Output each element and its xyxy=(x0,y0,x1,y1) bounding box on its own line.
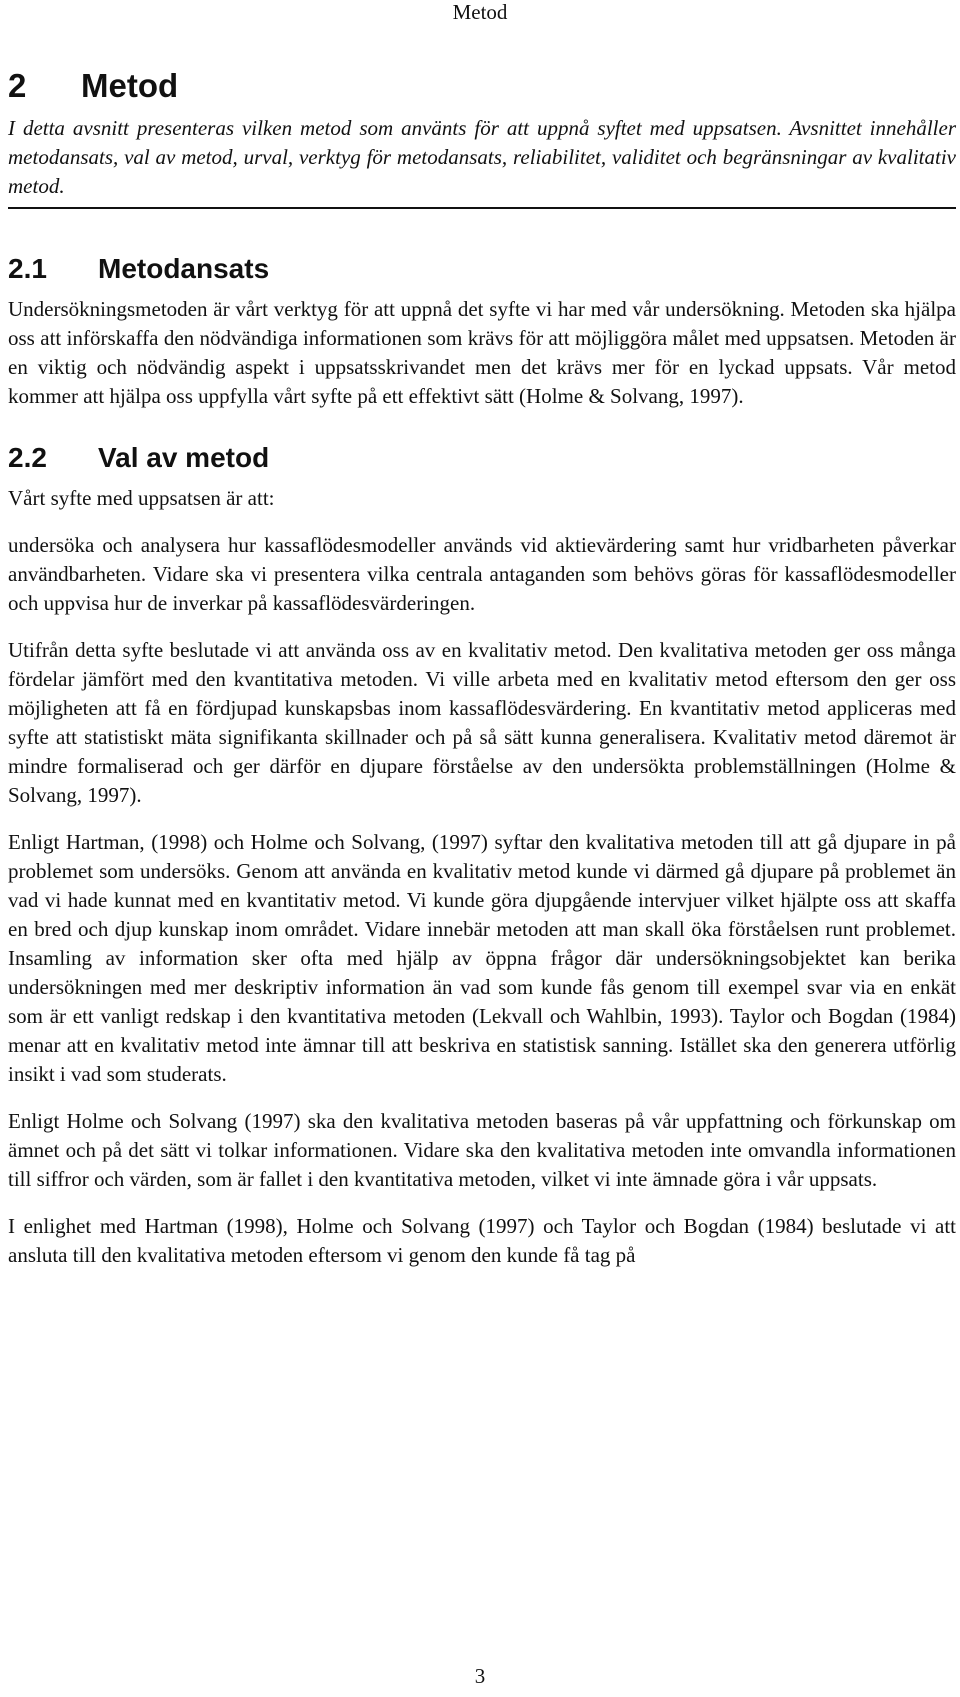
chapter-abstract: I detta avsnitt presenteras vilken metod som använts för att uppnå syftet med uppsatsen. Avsnittet innehåller metodansats, val av metod, urval, verktyg för metodansats, reliabilitet, validitet och begränsningar av kvalitativ metod. xyxy=(8,114,956,209)
purpose-statement: undersöka och analysera hur kassaflödesmodeller används vid aktievärdering samt hur vridbarheten påverkar användbarheten. Vidare ska vi presentera vilka centrala antaganden som behövs göras för kassaflödesmodeller och uppvisa hur de inverkar på kassaflödesvärderingen. xyxy=(8,533,956,615)
chapter-number: 2 xyxy=(8,67,27,104)
paragraph: I enlighet med Hartman (1998), Holme och Solvang (1997) och Taylor och Bogdan (1984) beslutade vi att ansluta till den kvalitativa metoden eftersom vi genom den kunde få tag på xyxy=(8,1214,956,1267)
page-number: 3 xyxy=(474,1664,486,1688)
section-number: 2.1 xyxy=(8,253,47,284)
paragraph: Utifrån detta syfte beslutade vi att använda oss av en kvalitativ metod. Den kvalitativa metoden ger oss många fördelar jämfört med den kvantitativa metoden. Vi ville arbeta med en kvalitativ metod eftersom den ger oss möjligheten att få en fördjupad kunskapsbas inom kassaflödesvärdering. En kvantitativ metod appliceras med syfte att statistiskt mäta signifikanta skillnader och på så sätt kunna generalisera. Kvalitativ metod däremot är mindre formaliserad och ger därför en djupare förståelse av den undersökta problemställningen (Holme & Solvang, 1997). xyxy=(8,638,956,807)
running-header: Metod xyxy=(452,0,508,24)
section-heading-2-2 xyxy=(8,440,956,476)
paragraph: Undersökningsmetoden är vårt verktyg för att uppnå det syfte vi har med vår undersökning. Metoden ska hjälpa oss att införskaffa den nödvändiga informationen som krävs för att möjliggöra målet med uppsatsen. Metoden är en viktig och nödvändig aspekt i uppsatsskrivandet men det krävs mer för en lyckad uppsats. Vår metod kommer att hjälpa oss uppfylla vårt syfte på ett effektivt sätt (Holme & Solvang, 1997). xyxy=(8,297,956,408)
paragraph: Vårt syfte med uppsatsen är att: xyxy=(8,486,275,510)
chapter-heading xyxy=(8,66,956,106)
paragraph: Enligt Hartman, (1998) och Holme och Solvang, (1997) syftar den kvalitativa metoden till att gå djupare in på problemet som undersöks. Genom att använda en kvalitativ metod kunde vi därmed gå djupare på problemet än vad vi hade kunnat med en kvantitativ metod. Vi kunde göra djupgående intervjuer vilket hjälpte oss att skaffa en bred och djup kunskap inom området. Vidare innebär metoden att man skall öka förståelsen runt problemet. Insamling av information sker ofta med hjälp av öppna frågor där undersökningsobjektet kan berika undersökningen med mer deskriptiv information än vad som kunde fås genom till exempel svar via en enkät som är ett vanligt redskap i den kvantitativa metoden (Lekvall och Wahlbin, 1993). Taylor och Bogdan (1984) menar att en kvalitativ metod inte ämnar till att beskriva en statistisk sanning. Istället ska den generera utförlig insikt i vad som studerats. xyxy=(8,830,956,1086)
section-title: Metodansats xyxy=(98,253,270,284)
section-number: 2.2 xyxy=(8,442,47,473)
paragraph: Enligt Holme och Solvang (1997) ska den kvalitativa metoden baseras på vår uppfattning och förkunskap om ämnet och på det sätt vi tolkar informationen. Vidare ska den kvalitativa metoden inte omvandla informationen till siffror och värden, som är fallet i den kvantitativa metoden, vilket vi inte ämnade göra i vår uppsats. xyxy=(8,1109,956,1191)
section-heading-2-1 xyxy=(8,251,956,287)
chapter-title: Metod xyxy=(81,67,179,104)
page-content xyxy=(8,66,956,1288)
section-title: Val av metod xyxy=(98,442,270,473)
